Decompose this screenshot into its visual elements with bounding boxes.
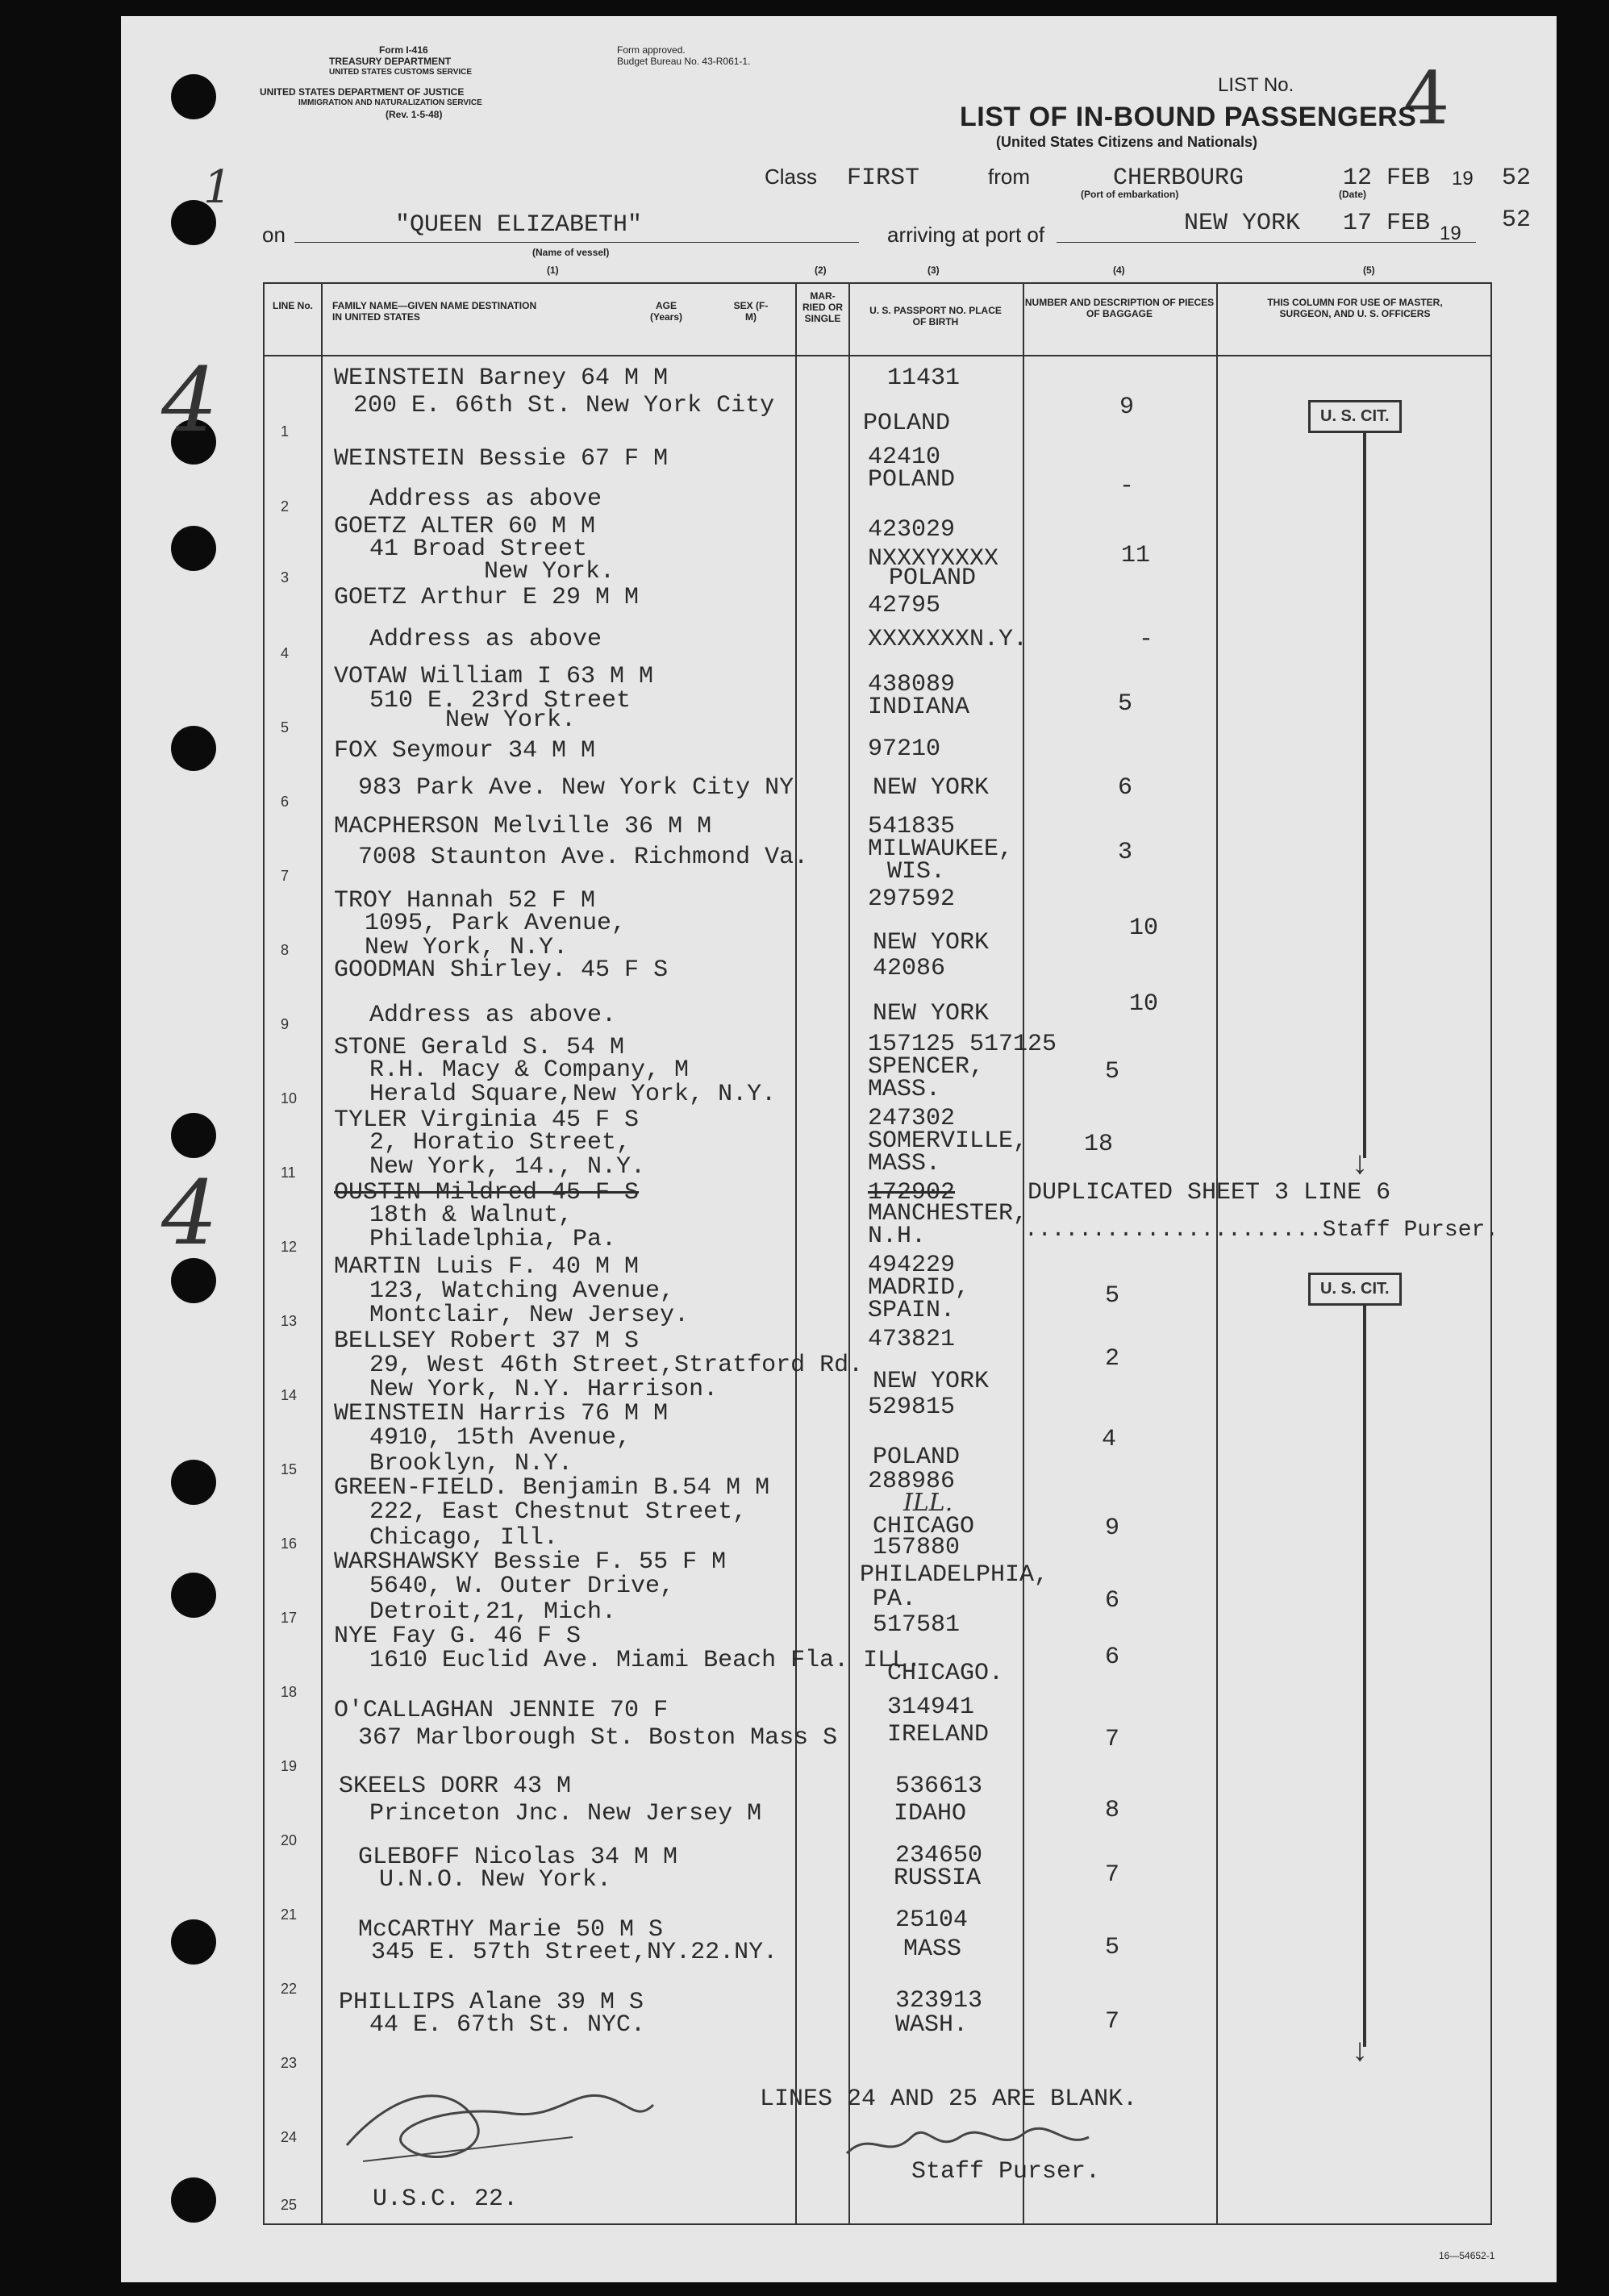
row-number: 8	[281, 942, 290, 958]
baggage-count: 5	[1105, 1934, 1120, 1961]
passenger-line: New York, 14., N.Y.	[369, 1153, 646, 1181]
col-num-2: (2)	[815, 265, 827, 276]
passport-line: XXXXXXXN.Y.	[868, 626, 1028, 653]
list-no-value: 4	[1403, 56, 1450, 141]
baggage-count: -	[1139, 626, 1154, 653]
baggage-count: 3	[1118, 839, 1133, 866]
baggage-count: 5	[1105, 1058, 1120, 1085]
passport-line: 234650	[895, 1842, 983, 1869]
passport-line: 541835	[868, 813, 956, 840]
passport-line: 157125 517125	[868, 1031, 1057, 1058]
baggage-count: 5	[1105, 1282, 1120, 1310]
col-divider	[321, 282, 323, 2223]
staff-purser-dots: ......................Staff Purser.	[1024, 1218, 1499, 1243]
passenger-line: Address as above	[369, 485, 602, 513]
lines-blank-note: LINES 24 AND 25 ARE BLANK.	[760, 2086, 1138, 2113]
col-divider	[1216, 282, 1218, 2223]
punch-hole	[171, 726, 216, 771]
handwritten-number: 4	[161, 348, 218, 452]
row-number: 1	[281, 423, 290, 440]
handwritten-number: 1	[203, 161, 232, 214]
baggage-count: 7	[1105, 2008, 1120, 2036]
passenger-line: OUSTIN Mildred 45 F S	[334, 1179, 640, 1206]
passenger-line: GOETZ Arthur E 29 M M	[334, 584, 640, 611]
baggage-count: 7	[1105, 1726, 1120, 1753]
arrival-year-prefix: 19	[1440, 223, 1461, 244]
passport-line: NEW YORK	[873, 774, 990, 802]
passenger-line: New York, N.Y.	[365, 934, 569, 961]
passport-line: CHICAGO	[873, 1513, 975, 1540]
baggage-count: 8	[1105, 1797, 1120, 1824]
passenger-line: GREEN-FIELD. Benjamin B.54 M M	[334, 1474, 770, 1502]
col-num-4: (4)	[1113, 265, 1125, 276]
passport-line: 97210	[868, 735, 941, 763]
passenger-line: Princeton Jnc. New Jersey M	[369, 1800, 762, 1827]
passenger-line: STONE Gerald S. 54 M	[334, 1034, 625, 1061]
list-subtitle: (United States Citizens and Nationals)	[996, 134, 1258, 150]
passenger-line: GOODMAN Shirley. 45 F S	[334, 956, 669, 984]
row-number: 14	[281, 1387, 298, 1403]
passenger-line: Philadelphia, Pa.	[369, 1226, 617, 1253]
justice-dept: UNITED STATES DEPARTMENT OF JUSTICE	[260, 86, 465, 98]
passport-line: MASS.	[868, 1076, 941, 1103]
arrival-port: NEW YORK	[1184, 210, 1301, 237]
passenger-line: 510 E. 23rd Street	[369, 687, 632, 715]
passenger-line: 44 E. 67th St. NYC.	[369, 2011, 646, 2039]
passenger-line: 29, West 46th Street,Stratford Rd.	[369, 1352, 864, 1379]
passport-line: MASS	[903, 1936, 962, 1963]
passenger-line: VOTAW William I 63 M M	[334, 663, 654, 690]
passenger-line: MACPHERSON Melville 36 M M	[334, 813, 712, 840]
passenger-line: BELLSEY Robert 37 M S	[334, 1327, 640, 1355]
passenger-line: WEINSTEIN Bessie 67 F M	[334, 445, 669, 473]
arriving-label: arriving at port of	[887, 223, 1045, 247]
row-number: 2	[281, 498, 290, 515]
arrow-head: ↓	[1352, 1145, 1368, 1181]
baggage-count: 5	[1118, 690, 1133, 718]
passport-line: NEW YORK	[873, 1000, 990, 1027]
passport-line: SPENCER,	[868, 1053, 985, 1081]
passport-line: CHICAGO.	[887, 1660, 1004, 1687]
passport-line: RUSSIA	[894, 1865, 982, 1892]
passport-line: 517581	[873, 1611, 961, 1639]
baggage-count: 7	[1105, 1861, 1120, 1889]
customs-service: UNITED STATES CUSTOMS SERVICE	[329, 68, 473, 77]
passenger-line: Address as above	[369, 626, 602, 653]
row-number: 16	[281, 1536, 298, 1552]
passenger-line: 345 E. 57th Street,NY.22.NY.	[371, 1939, 778, 1966]
arrival-year: 52	[1502, 206, 1532, 234]
row-number: 12	[281, 1239, 298, 1255]
ins-service: IMMIGRATION AND NATURALIZATION SERVICE	[298, 98, 482, 107]
passport-line: PHILADELPHIA,	[860, 1561, 1049, 1589]
passport-line: SOMERVILLE,	[868, 1127, 1028, 1155]
col-sex: SEX (F-M)	[733, 300, 769, 323]
passenger-line: O'CALLAGHAN JENNIE 70 F	[334, 1697, 669, 1724]
passenger-line: New York, N.Y. Harrison.	[369, 1376, 719, 1403]
passport-line: 494229	[868, 1252, 956, 1279]
row-number: 5	[281, 719, 290, 735]
passenger-line: 123, Watching Avenue,	[369, 1277, 675, 1305]
col-married: MAR- RIED OR SINGLE	[802, 290, 843, 324]
baggage-count: 18	[1084, 1131, 1114, 1158]
passport-line: SPAIN.	[868, 1297, 956, 1324]
passenger-line: 18th & Walnut,	[369, 1202, 573, 1229]
col-num-3: (3)	[927, 265, 940, 276]
baggage-count: 10	[1129, 915, 1159, 942]
passport-line: WASH.	[895, 2011, 969, 2039]
passenger-line: Detroit,21, Mich.	[369, 1598, 617, 1626]
class-label: Class	[765, 165, 818, 189]
passenger-line: R.H. Macy & Company, M	[369, 1056, 690, 1084]
passport-line: MILWAUKEE,	[868, 835, 1014, 863]
duplicated-note: DUPLICATED SHEET 3 LINE 6	[1028, 1179, 1391, 1206]
row-number: 9	[281, 1016, 290, 1032]
passenger-line: TYLER Virginia 45 F S	[334, 1106, 640, 1134]
passenger-line: NYE Fay G. 46 F S	[334, 1623, 581, 1650]
row-number: 10	[281, 1090, 298, 1106]
passport-line: 473821	[868, 1326, 956, 1353]
col-num-1: (1)	[547, 265, 559, 276]
passenger-line: TROY Hannah 52 F M	[334, 887, 596, 915]
passenger-line: MARTIN Luis F. 40 M M	[334, 1253, 640, 1281]
col-line-no: LINE No.	[273, 300, 313, 311]
passenger-line: GOETZ ALTER 60 M M	[334, 513, 596, 540]
passport-line: 172902	[868, 1179, 956, 1206]
punch-hole	[171, 1919, 216, 1965]
row-number: 18	[281, 1684, 298, 1700]
signature-scribble	[331, 2056, 669, 2186]
passenger-line: WARSHAWSKY Bessie F. 55 F M	[334, 1548, 727, 1576]
passport-line: 423029	[868, 516, 956, 544]
budget-bureau: Budget Bureau No. 43-R061-1.	[617, 56, 751, 67]
col-divider	[1023, 282, 1024, 2223]
on-label: on	[262, 223, 286, 247]
passenger-line: 1095, Park Avenue,	[365, 910, 627, 937]
class-value: FIRST	[847, 165, 920, 192]
baggage-count: 6	[1105, 1587, 1120, 1615]
passenger-line: GLEBOFF Nicolas 34 M M	[358, 1844, 678, 1871]
arrow-line	[1363, 1305, 1366, 2047]
passport-line: POLAND	[873, 1444, 961, 1471]
us-cit-stamp: U. S. CIT.	[1308, 1273, 1402, 1306]
row-number: 11	[281, 1165, 296, 1181]
passenger-line: 5640, W. Outer Drive,	[369, 1573, 675, 1600]
row-number: 3	[281, 569, 290, 585]
punch-hole	[171, 1113, 216, 1158]
arrow-line	[1363, 432, 1366, 1158]
year-value: 52	[1502, 165, 1532, 192]
port-caption: (Port of embarkation)	[1081, 189, 1179, 200]
vessel-name: "QUEEN ELIZABETH"	[395, 211, 643, 239]
col-passport: U. S. PASSPORT NO. PLACE OF BIRTH	[869, 305, 1002, 327]
passenger-line: 367 Marlborough St. Boston Mass S	[358, 1724, 838, 1752]
passport-line: 42410	[868, 444, 941, 471]
passenger-line: FOX Seymour 34 M M	[334, 737, 596, 765]
header-rule	[263, 355, 1490, 356]
baggage-count: 11	[1121, 542, 1151, 569]
passport-line: POLAND	[889, 565, 977, 592]
passport-line: 297592	[868, 885, 956, 913]
row-number: 15	[281, 1461, 298, 1477]
baggage-count: 4	[1102, 1426, 1117, 1453]
passport-line: N.H.	[868, 1223, 927, 1250]
list-title: LIST OF IN-BOUND PASSENGERS	[960, 102, 1417, 132]
form-approved: Form approved.	[617, 44, 686, 56]
row-number: 25	[281, 2197, 298, 2213]
passport-line: ILL.	[903, 1489, 953, 1517]
row-number: 20	[281, 1832, 298, 1848]
passport-line: 42086	[873, 955, 946, 982]
from-value: CHERBOURG	[1113, 165, 1244, 192]
passenger-line: 200 E. 66th St. New York City	[353, 392, 775, 419]
col-divider	[848, 282, 850, 2223]
passport-line: 157880	[873, 1534, 961, 1561]
arrow-head: ↓	[1352, 2032, 1368, 2068]
from-label: from	[988, 165, 1030, 189]
baggage-count: -	[1119, 473, 1135, 500]
baggage-count: 9	[1119, 394, 1135, 421]
passport-line: IDAHO	[894, 1800, 967, 1827]
row-number: 22	[281, 1981, 298, 1997]
col-num-5: (5)	[1363, 265, 1375, 276]
revision: (Rev. 1-5-48)	[386, 109, 443, 120]
passport-line: INDIANA	[868, 694, 970, 721]
passport-line: 247302	[868, 1105, 956, 1132]
depart-date: 12 FEB	[1343, 165, 1431, 192]
year-prefix: 19	[1452, 168, 1474, 190]
row-number: 23	[281, 2055, 298, 2071]
punch-hole	[171, 1460, 216, 1505]
passenger-line: Herald Square,New York, N.Y.	[369, 1081, 777, 1108]
passport-line: 529815	[868, 1394, 956, 1421]
staff-purser: Staff Purser.	[911, 2158, 1101, 2186]
col-baggage: NUMBER AND DESCRIPTION OF PIECES OF BAGGAGE	[1024, 297, 1215, 319]
baggage-count: 6	[1118, 774, 1133, 802]
passport-line: 314941	[887, 1694, 975, 1721]
passenger-line: New York.	[484, 558, 615, 585]
passport-line: 536613	[895, 1773, 983, 1800]
row-number: 21	[281, 1906, 298, 1923]
passenger-line: 7008 Staunton Ave. Richmond Va.	[358, 844, 809, 871]
row-number: 6	[281, 794, 290, 810]
passenger-line: Chicago, Ill.	[369, 1524, 559, 1552]
passenger-line: WEINSTEIN Barney 64 M M	[334, 365, 669, 392]
passenger-line: WEINSTEIN Harris 76 M M	[334, 1400, 669, 1427]
passport-line: 11431	[887, 365, 961, 392]
passenger-line: 4910, 15th Avenue,	[369, 1424, 632, 1452]
passport-line: 288986	[868, 1468, 956, 1495]
passport-line: 438089	[868, 671, 956, 698]
passport-line: POLAND	[863, 410, 951, 437]
passenger-line: Address as above.	[369, 1002, 617, 1029]
treasury-dept: TREASURY DEPARTMENT	[329, 56, 452, 67]
passport-line: POLAND	[868, 466, 956, 494]
punch-hole	[171, 526, 216, 571]
passenger-line: 222, East Chestnut Street,	[369, 1498, 748, 1526]
passport-line: MADRID,	[868, 1274, 970, 1302]
passenger-line: Montclair, New Jersey.	[369, 1302, 690, 1329]
list-no-label: LIST No.	[1218, 74, 1294, 96]
passenger-line: 983 Park Ave. New York City NY	[358, 774, 794, 802]
baggage-count: 9	[1105, 1515, 1120, 1542]
purser-signature	[839, 2105, 1097, 2177]
passenger-line: Brooklyn, N.Y.	[369, 1450, 573, 1477]
passport-line: NEW YORK	[873, 1368, 990, 1395]
rule	[294, 242, 859, 243]
passenger-line: New York.	[445, 706, 577, 734]
baggage-count: 6	[1105, 1644, 1120, 1671]
passport-line: IRELAND	[887, 1721, 990, 1748]
col-divider	[795, 282, 797, 2223]
col-age: AGE (Years)	[649, 300, 683, 323]
passport-line: 323913	[895, 1987, 983, 2015]
col-officers: THIS COLUMN FOR USE OF MASTER, SURGEON, AND U. S. OFFICERS	[1267, 297, 1443, 319]
punch-hole	[171, 74, 216, 119]
row-number: 24	[281, 2129, 298, 2145]
arrival-date: 17 FEB	[1343, 210, 1431, 237]
rule	[1057, 242, 1476, 243]
col-name: FAMILY NAME—GIVEN NAME DESTINATION IN UNITED STATES	[332, 300, 537, 323]
passenger-line: 2, Horatio Street,	[369, 1129, 632, 1156]
punch-hole	[171, 1573, 216, 1618]
passport-line: WIS.	[887, 858, 946, 885]
passport-line: MANCHESTER,	[868, 1200, 1028, 1227]
handwritten-number: 4	[161, 1161, 218, 1265]
passport-line: PA.	[873, 1586, 917, 1613]
passenger-line: 1610 Euclid Ave. Miami Beach Fla. ILL.	[369, 1647, 922, 1674]
baggage-count: 2	[1105, 1345, 1120, 1373]
passenger-line: PHILLIPS Alane 39 M S	[339, 1989, 644, 2016]
row-number: 17	[281, 1610, 298, 1626]
passenger-line: SKEELS DORR 43 M	[339, 1773, 572, 1800]
baggage-count: 10	[1129, 990, 1159, 1018]
passenger-line: U.N.O. New York.	[379, 1866, 612, 1894]
row-number: 7	[281, 868, 290, 884]
passenger-line: 41 Broad Street	[369, 535, 588, 563]
vessel-caption: (Name of vessel)	[532, 247, 610, 258]
punch-hole	[171, 1258, 216, 1303]
row-number: 19	[281, 1758, 298, 1774]
punch-hole	[171, 2177, 216, 2223]
us-cit-stamp: U. S. CIT.	[1308, 400, 1402, 433]
form-id: Form I-416	[379, 44, 428, 56]
passport-line: 42795	[868, 592, 941, 619]
passport-line: NXXXYXXXX	[868, 545, 999, 573]
passport-line: NEW YORK	[873, 929, 990, 956]
form-code: 16—54652-1	[1439, 2250, 1495, 2261]
usc-note: U.S.C. 22.	[373, 2186, 519, 2213]
row-number: 4	[281, 645, 290, 661]
passenger-line: McCARTHY Marie 50 M S	[358, 1916, 664, 1944]
row-number: 13	[281, 1313, 298, 1329]
date-caption: (Date)	[1339, 189, 1367, 200]
passport-line: 25104	[895, 1906, 969, 1934]
passport-line: MASS.	[868, 1150, 941, 1177]
